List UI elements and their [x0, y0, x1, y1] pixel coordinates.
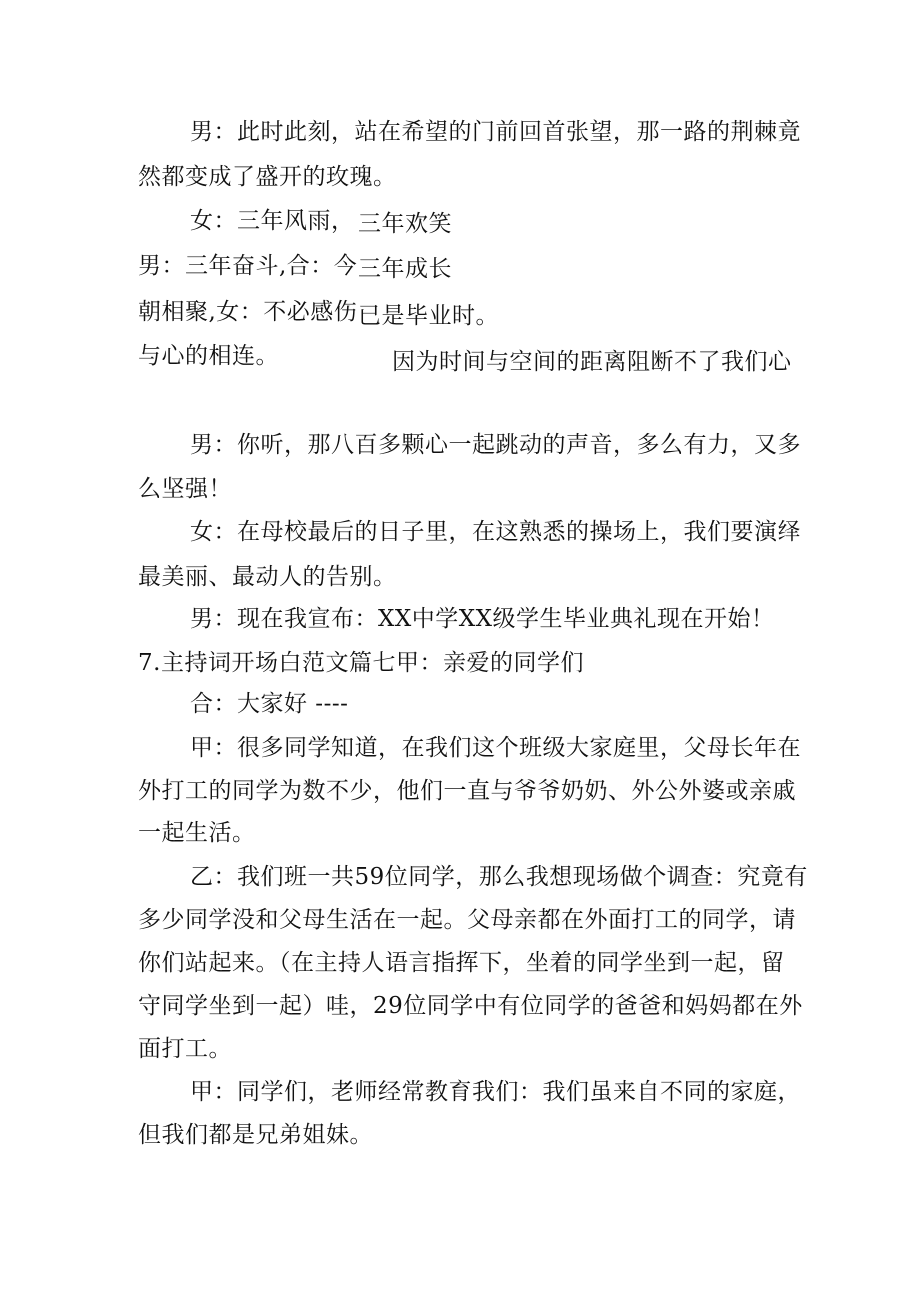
text-line: 三年成长 — [358, 256, 452, 282]
text-line: 么坚强！ — [138, 476, 232, 502]
text-line: 女：三年风雨， — [190, 208, 355, 234]
text-line: 因为时间与空间的距离阻断不了我们心 — [392, 349, 792, 375]
text-line: 你们站起来。（在主持人语言指挥下，坐着的同学坐到一起，留 — [138, 950, 785, 976]
text-line: 已是毕业时。 — [358, 303, 499, 329]
text-line: 男：现在我宣布：XX中学XX级学生毕业典礼现在开始！ — [190, 606, 775, 632]
text-line: 最美丽、最动人的告别。 — [138, 564, 397, 590]
text-line: 甲：同学们，老师经常教育我们：我们虽来自不同的家庭， — [190, 1079, 801, 1105]
text-line: 但我们都是兄弟姐妹。 — [138, 1122, 373, 1148]
text-line: 外打工的同学为数不少，他们一直与爷爷奶奶、外公外婆或亲戚 — [138, 778, 796, 804]
text-line: 男：此时此刻，站在希望的门前回首张望，那一路的荆棘竟 — [190, 119, 801, 145]
section-heading: 7.主持词开场白范文篇七甲：亲爱的同学们 — [138, 650, 584, 676]
text-line: 多少同学没和父母生活在一起。父母亲都在外面打工的同学，请 — [138, 907, 796, 933]
text-line: 守同学坐到一起）哇，29位同学中有位同学的爸爸和妈妈都在外 — [138, 993, 803, 1019]
text-line: 乙：我们班一共59位同学，那么我想现场做个调查：究竟有 — [190, 864, 808, 890]
text-line: 男：三年奋斗,合：今 — [138, 253, 358, 279]
text-line: 朝相聚,女：不必感伤 — [138, 299, 358, 325]
text-line: 面打工。 — [138, 1036, 232, 1062]
text-line: 合：大家好 ---- — [190, 691, 349, 717]
text-line: 甲：很多同学知道，在我们这个班级大家庭里，父母长年在 — [190, 735, 801, 761]
text-line: 男：你听，那八百多颗心一起跳动的声音，多么有力，又多 — [190, 432, 801, 458]
text-line: 然都变成了盛开的玫瑰。 — [138, 164, 397, 190]
text-line: 一起生活。 — [138, 820, 256, 846]
text-line: 女：在母校最后的日子里，在这熟悉的操场上，我们要演绎 — [190, 519, 801, 545]
text-line: 与心的相连。 — [138, 343, 279, 369]
text-line: 三年欢笑 — [358, 211, 452, 237]
